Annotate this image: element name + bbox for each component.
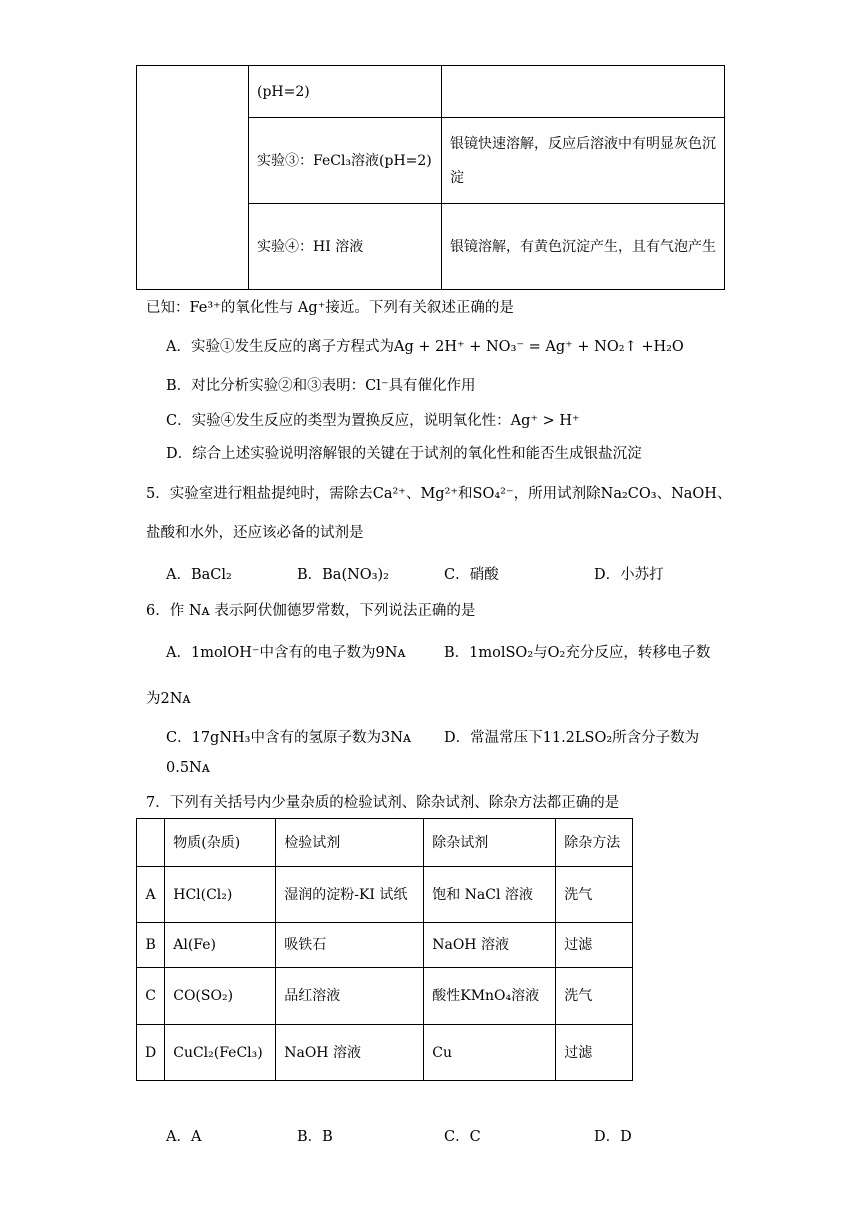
removal-method-cell: 过滤 (556, 1025, 633, 1081)
removal-reagent-cell: 饱和 NaCl 溶液 (424, 867, 556, 923)
q6-option-c: C．17gNH₃中含有的氢原子数为3Nᴀ (166, 730, 412, 746)
q4-option-c-formula: Ag⁺ > H⁺ (510, 413, 580, 429)
row-label-cell: D (137, 1025, 165, 1081)
table-row (137, 923, 633, 968)
experiment-reagent-cell: (pH=2) (249, 66, 442, 118)
q5-stem-line1 (146, 484, 731, 504)
q5-option-b: B．Ba(NO₃)₂ (297, 567, 389, 583)
q7-option-b: B．B (297, 1129, 333, 1145)
removal-method-cell: 洗气 (556, 968, 633, 1025)
q6-option-b-continued: 为2Nᴀ (146, 691, 191, 707)
q7-stem: 7．下列有关括号内少量杂质的检验试剂、除杂试剂、除杂方法都正确的是 (146, 795, 620, 811)
q6-option-a: A．1molOH⁻中含有的电子数为9Nᴀ (166, 645, 406, 661)
impurity-table-header: 除杂方法 (556, 819, 633, 867)
substance-cell: Al(Fe) (165, 923, 276, 968)
q7-option-d: D．D (594, 1129, 632, 1145)
q6-option-d-continued: 0.5Nᴀ (166, 760, 210, 776)
q4-option-b: B．对比分析实验②和③表明：Cl⁻具有催化作用 (166, 378, 476, 394)
experiment-reagent-cell: 实验③：FeCl₃溶液(pH=2) (249, 118, 442, 204)
q4-option-c-text: C．实验④发生反应的类型为置换反应，说明氧化性： (166, 413, 511, 429)
removal-reagent-cell: NaOH 溶液 (424, 923, 556, 968)
impurity-table (136, 818, 633, 1081)
q5-stem-ions: Ca²⁺、Mg²⁺和SO₄²⁻ (372, 486, 514, 502)
q6-option-d: D．常温常压下11.2LSO₂所含分子数为 (444, 730, 700, 746)
q4-option-d: D．综合上述实验说明溶解银的关键在于试剂的氧化性和能否生成银盐沉淀 (166, 446, 642, 462)
table-row (137, 1025, 633, 1081)
q4-known-text: 已知：Fe³⁺的氧化性与 Ag⁺接近。下列有关叙述正确的是 (146, 300, 514, 316)
substance-cell: CuCl₂(FeCl₃) (165, 1025, 276, 1081)
table-row (137, 867, 633, 923)
q6-option-b: B．1molSO₂与O₂充分反应，转移电子数 (444, 645, 711, 661)
q5-option-d: D．小苏打 (594, 567, 664, 583)
substance-cell: CO(SO₂) (165, 968, 276, 1025)
test-reagent-cell: 品红溶液 (276, 968, 424, 1025)
q5-stem-line2: 盐酸和水外，还应该必备的试剂是 (146, 525, 364, 541)
impurity-table-header: 除杂试剂 (424, 819, 556, 867)
q4-option-c (166, 411, 580, 431)
q7-option-a: A．A (166, 1129, 202, 1145)
experiment-result-cell (442, 66, 725, 118)
q7-option-c: C．C (444, 1129, 481, 1145)
q4-option-a-formula: Ag + 2H⁺ + NO₃⁻ = Ag⁺ + NO₂↑ +H₂O (393, 339, 684, 355)
table-row (137, 968, 633, 1025)
removal-method-cell: 洗气 (556, 867, 633, 923)
test-reagent-cell: 湿润的淀粉-KI 试纸 (276, 867, 424, 923)
q5-stem-reagents: Na₂CO₃、NaOH、 (600, 486, 732, 502)
q5-option-c: C．硝酸 (444, 567, 499, 583)
impurity-table-header: 物质(杂质) (165, 819, 276, 867)
q4-option-a (166, 337, 684, 357)
test-reagent-cell: 吸铁石 (276, 923, 424, 968)
removal-reagent-cell: 酸性KMnO₄溶液 (424, 968, 556, 1025)
substance-cell: HCl(Cl₂) (165, 867, 276, 923)
q6-stem: 6．作 Nᴀ 表示阿伏伽德罗常数，下列说法正确的是 (146, 603, 476, 619)
impurity-table-header: 检验试剂 (276, 819, 424, 867)
q5-stem-text: 5．实验室进行粗盐提纯时，需除去 (146, 486, 373, 502)
row-label-cell: A (137, 867, 165, 923)
experiment-result-cell: 银镜溶解，有黄色沉淀产生，且有气泡产生 (442, 204, 725, 290)
q5-option-a: A．BaCl₂ (166, 567, 232, 583)
q4-option-a-text: A．实验①发生反应的离子方程式为 (166, 339, 394, 355)
row-label-cell: C (137, 968, 165, 1025)
experiment-table (136, 65, 725, 290)
removal-method-cell: 过滤 (556, 923, 633, 968)
impurity-table-header (137, 819, 165, 867)
experiment-reagent-cell: 实验④：HI 溶液 (249, 204, 442, 290)
row-label-cell: B (137, 923, 165, 968)
experiment-result-cell: 银镜快速溶解，反应后溶液中有明显灰色沉淀 (442, 118, 725, 204)
experiment-table-blank-cell (137, 66, 249, 290)
removal-reagent-cell: Cu (424, 1025, 556, 1081)
q5-stem-text-2: ，所用试剂除 (513, 486, 601, 502)
test-reagent-cell: NaOH 溶液 (276, 1025, 424, 1081)
